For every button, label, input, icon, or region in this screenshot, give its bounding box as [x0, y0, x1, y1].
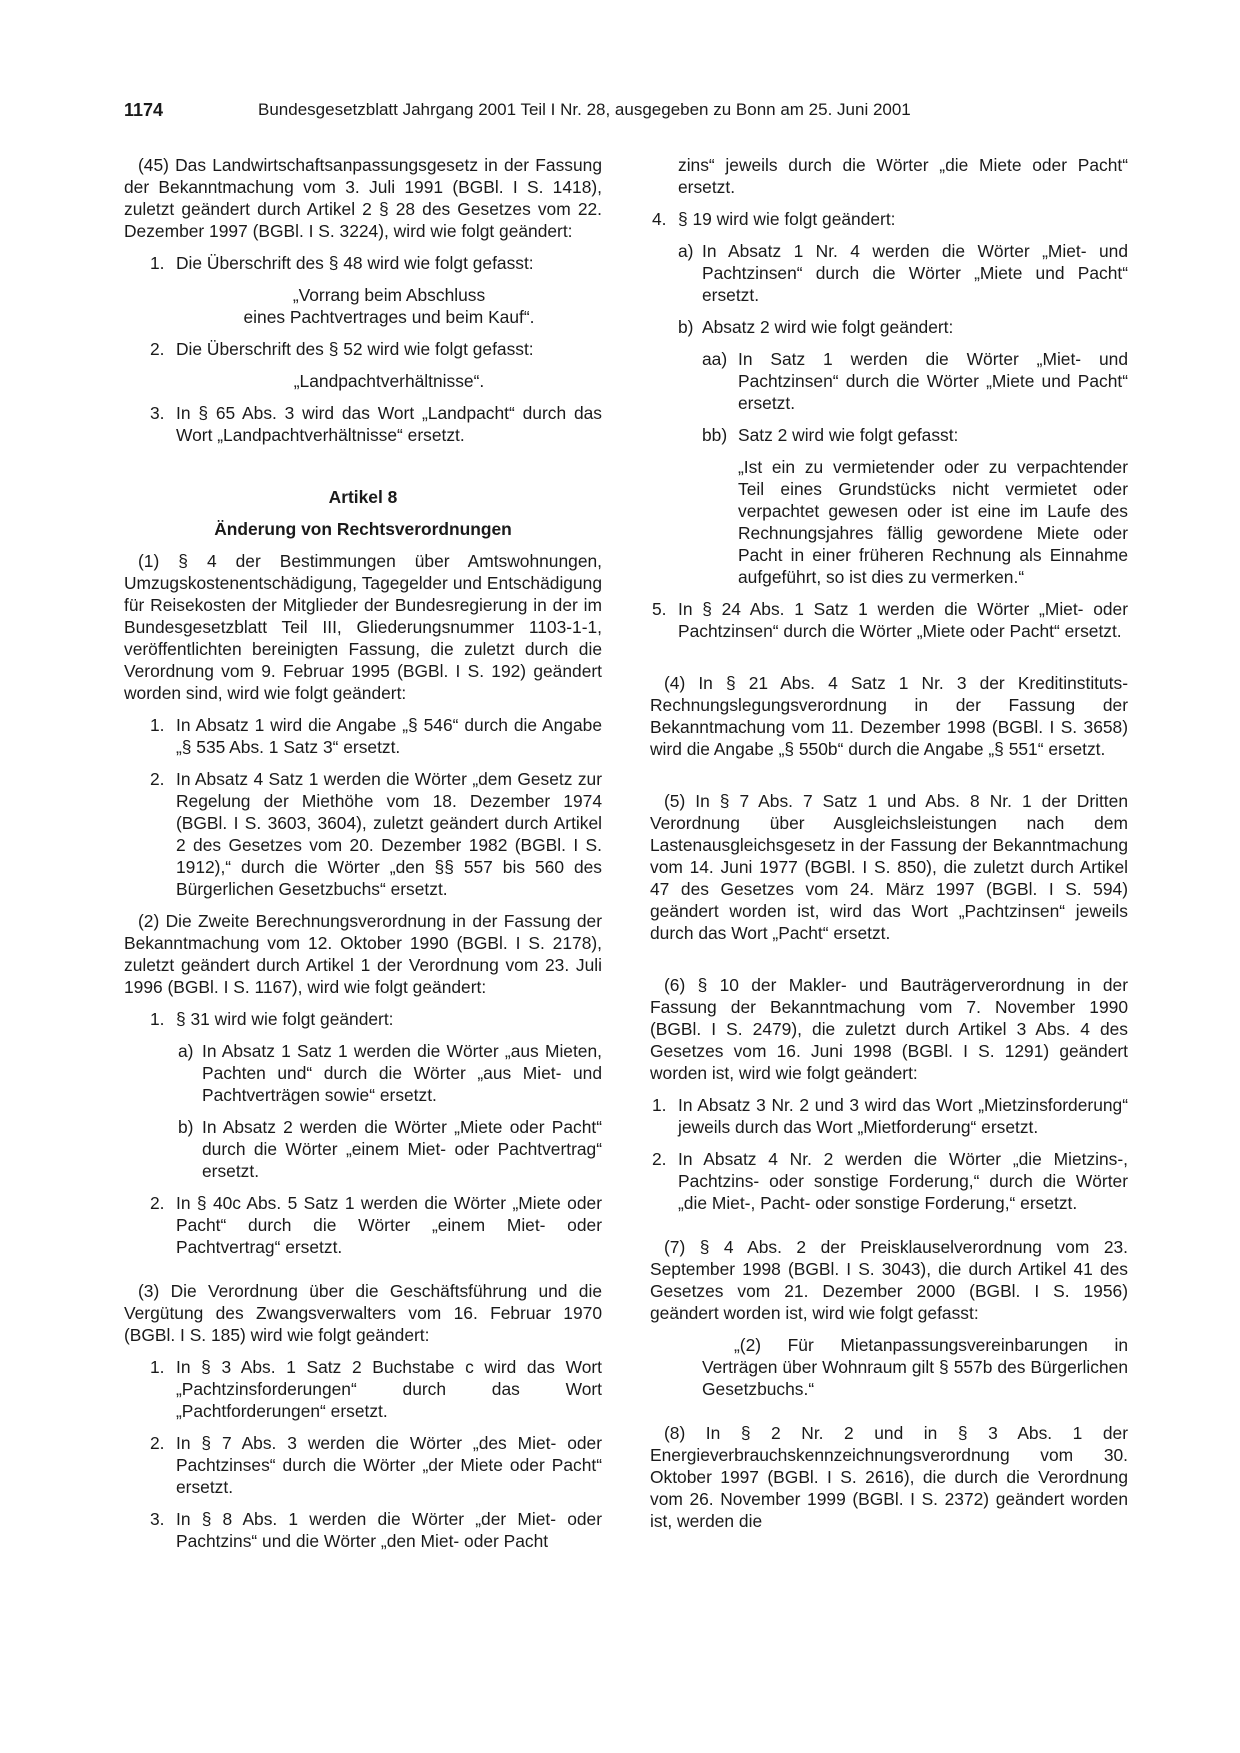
- list-label: 2.: [150, 1433, 165, 1453]
- left-column: [124, 154, 602, 1562]
- list-text: § 31 wird wie folgt geändert:: [176, 1009, 394, 1029]
- paragraph-2-intro: (2) Die Zweite Berechnungsverordnung in der Fassung der Bekanntmachung vom 12. Oktober 1990 (BGBl. I S. 2178), zuletzt geändert durch Artikel 1 der Verordnung vom 23. Juli 1996 (BGBl. I S. 1167), wird wie folgt geändert:: [124, 911, 602, 997]
- list-text: Die Überschrift des § 52 wird wie folgt gefasst:: [176, 339, 534, 359]
- paragraph-4: (4) In § 21 Abs. 4 Satz 1 Nr. 3 der Kreditinstituts-Rechnungslegungsverordnung in der Fassung der Bekanntmachung vom 11. Dezember 1998 (BGBl. I S. 3658) wird die Angabe „§ 550b“ durch die Angabe „§ 551“ ersetzt.: [650, 673, 1128, 759]
- quote-line: „Vorrang beim Abschluss: [292, 285, 486, 305]
- list-label: 3.: [150, 403, 165, 423]
- list-text: In § 7 Abs. 3 werden die Wörter „des Miet- oder Pachtzinses“ durch die Wörter „der Miete oder Pacht“ ersetzt.: [176, 1433, 602, 1497]
- list-label: aa): [702, 349, 728, 369]
- list-text: In § 8 Abs. 1 werden die Wörter „der Miet- oder Pachtzins“ und die Wörter „den Miet- oder Pacht: [176, 1509, 602, 1551]
- list-subsubitem: [650, 424, 1128, 446]
- quote-line: „Landpachtverhältnisse“.: [293, 371, 485, 391]
- running-title: Bundesgesetzblatt Jahrgang 2001 Teil I Nr. 28, ausgegeben zu Bonn am 25. Juni 2001: [258, 100, 911, 119]
- list-item: [124, 402, 602, 446]
- list-label: 1.: [150, 253, 165, 273]
- paragraph-1-intro: (1) § 4 der Bestimmungen über Amtswohnungen, Umzugskostenentschädigung, Tagegelder und Entschädigung für Reisekosten der Mitglieder der Bundesregierung in der im Bundesgesetzblatt Teil III, Gliederungsnummer 1103-1-1, veröffentlichten bereinigten Fassung, die zuletzt durch die Verordnung vom 9. Februar 1995 (BGBl. I S. 192) geändert worden sind, wird wie folgt geändert:: [124, 551, 602, 703]
- list-subsubitem: [650, 348, 1128, 414]
- list-label: 1.: [150, 1357, 165, 1377]
- list-label: 2.: [150, 1193, 165, 1213]
- list-item: [124, 1192, 602, 1258]
- article-title: Artikel 8: [328, 487, 398, 507]
- page-number: 1174: [124, 100, 164, 120]
- list-item: [124, 1356, 602, 1422]
- paragraph-7-intro: (7) § 4 Abs. 2 der Preisklauselverordnung vom 23. September 1998 (BGBl. I S. 3043), die durch Artikel 41 des Gesetzes vom 21. Dezember 2000 (BGBl. I S. 1956) geändert worden ist, wird wie folgt gefasst:: [650, 1237, 1128, 1323]
- quote-block: [176, 370, 602, 392]
- list-text: In § 24 Abs. 1 Satz 1 werden die Wörter „Miet- oder Pachtzinsen“ durch die Wörter „Miete oder Pacht“ ersetzt.: [678, 599, 1128, 641]
- list-text: Die Überschrift des § 48 wird wie folgt gefasst:: [176, 253, 534, 273]
- list-label: a): [678, 241, 694, 261]
- list-text: In Satz 1 werden die Wörter „Miet- und Pachtzinsen“ durch die Wörter „Miete und Pacht“ ersetzt.: [738, 349, 1128, 413]
- paragraph-6-intro: (6) § 10 der Makler- und Bauträgerverordnung in der Fassung der Bekanntmachung vom 7. November 1990 (BGBl. I S. 2479), die zuletzt durch Artikel 3 Abs. 4 des Gesetzes vom 16. Juni 1998 (BGBl. I S. 1291) geändert worden ist, wird wie folgt geändert:: [650, 975, 1128, 1083]
- list-label: a): [178, 1041, 194, 1061]
- quote-block: „Ist ein zu vermietender oder zu verpachtender Teil eines Grundstücks nicht vermietet oder verpachtet gewesen oder ist eine im Laufe des Rechnungsjahres fällig gewordene Miete oder Pacht in einer früheren Rechnung als Einnahme aufgeführt, so ist dies zu vermerken.“: [738, 457, 1128, 587]
- list-item-continuation: [650, 154, 1128, 198]
- quote-block: [176, 284, 602, 328]
- paragraph-45-intro: (45) Das Landwirtschaftsanpassungsgesetz in der Fassung der Bekanntmachung vom 3. Juli 1991 (BGBl. I S. 1418), zuletzt geändert durch Artikel 2 § 28 des Gesetzes vom 22. Dezember 1997 (BGBl. I S. 3224), wird wie folgt geändert:: [124, 155, 602, 241]
- list-item: [650, 208, 1128, 230]
- list-text: In Absatz 1 Satz 1 werden die Wörter „aus Mieten, Pachten und“ durch die Wörter „aus Miet- und Pachtverträgen sowie“ ersetzt.: [202, 1041, 602, 1105]
- list-item: [124, 252, 602, 274]
- list-text: § 19 wird wie folgt geändert:: [678, 209, 896, 229]
- list-label: bb): [702, 425, 728, 445]
- list-item: [124, 1432, 602, 1498]
- list-label: b): [178, 1117, 194, 1137]
- list-text: In Absatz 2 werden die Wörter „Miete oder Pacht“ durch die Wörter „einem Miet- oder Pachtvertrag“ ersetzt.: [202, 1117, 602, 1181]
- list-label: 1.: [150, 1009, 165, 1029]
- list-item: [124, 338, 602, 360]
- list-label: 4.: [652, 209, 667, 229]
- list-item: [650, 1094, 1128, 1138]
- list-item: [124, 1008, 602, 1030]
- list-text: zins“ jeweils durch die Wörter „die Miete oder Pacht“ ersetzt.: [678, 155, 1128, 197]
- list-item: [124, 1508, 602, 1552]
- list-label: 1.: [652, 1095, 667, 1115]
- paragraph-5: (5) In § 7 Abs. 7 Satz 1 und Abs. 8 Nr. 1 der Dritten Verordnung über Ausgleichsleistungen nach dem Lastenausgleichsgesetz in der Fassung der Bekanntmachung vom 14. Juni 1977 (BGBl. I S. 850), die zuletzt durch Artikel 47 des Gesetzes vom 24. März 1997 (BGBl. I S. 594) geändert worden ist, wird das Wort „Pachtzinsen“ jeweils durch das Wort „Pacht“ ersetzt.: [650, 791, 1128, 943]
- list-item: [650, 1148, 1128, 1214]
- list-subitem: [650, 240, 1128, 306]
- list-text: In Absatz 4 Satz 1 werden die Wörter „dem Gesetz zur Regelung der Miethöhe vom 18. Dezember 1974 (BGBl. I S. 3603, 3604), zuletzt geändert durch Artikel 2 des Gesetzes vom 20. Dezember 1982 (BGBl. I S. 1912),“ durch die Wörter „den §§ 557 bis 560 des Bürgerlichen Gesetzbuchs“ ersetzt.: [176, 769, 602, 899]
- list-label: 5.: [652, 599, 667, 619]
- list-text: In § 40c Abs. 5 Satz 1 werden die Wörter „Miete oder Pacht“ durch die Wörter „einem Miet- oder Pachtvertrag“ ersetzt.: [176, 1193, 602, 1257]
- list-label: 2.: [652, 1149, 667, 1169]
- list-label: 1.: [150, 715, 165, 735]
- list-label: 2.: [150, 339, 165, 359]
- list-text: In Absatz 4 Nr. 2 werden die Wörter „die Mietzins-, Pachtzins- oder sonstige Forderung,“ durch die Wörter „die Miet-, Pacht- oder sonstige Forderung,“ ersetzt.: [678, 1149, 1128, 1213]
- list-subitem: [124, 1116, 602, 1182]
- list-item: [650, 598, 1128, 642]
- list-text: Satz 2 wird wie folgt gefasst:: [738, 425, 959, 445]
- list-subitem: [124, 1040, 602, 1106]
- list-label: b): [678, 317, 694, 337]
- list-text: Absatz 2 wird wie folgt geändert:: [702, 317, 954, 337]
- paragraph-3-intro: (3) Die Verordnung über die Geschäftsführung und die Vergütung des Zwangsverwalters vom 16. Februar 1970 (BGBl. I S. 185) wird wie folgt geändert:: [124, 1281, 602, 1345]
- list-item: [124, 768, 602, 900]
- list-text: In Absatz 3 Nr. 2 und 3 wird das Wort „Mietzinsforderung“ jeweils durch das Wort „Mietforderung“ ersetzt.: [678, 1095, 1128, 1137]
- paragraph-8: (8) In § 2 Nr. 2 und in § 3 Abs. 1 der Energieverbrauchskennzeichnungsverordnung vom 30. Oktober 1997 (BGBl. I S. 2616), die durch die Verordnung vom 26. November 1999 (BGBl. I S. 2372) geändert worden ist, werden die: [650, 1423, 1128, 1531]
- list-text: In § 3 Abs. 1 Satz 2 Buchstabe c wird das Wort „Pachtzinsforderungen“ durch das Wort „Pachtforderungen“ ersetzt.: [176, 1357, 602, 1421]
- quote-block: „(2) Für Mietanpassungsvereinbarungen in Verträgen über Wohnraum gilt § 557b des Bürgerlichen Gesetzbuchs.“: [702, 1335, 1128, 1399]
- list-subitem: [650, 316, 1128, 338]
- list-item: [124, 714, 602, 758]
- list-label: 3.: [150, 1509, 165, 1529]
- quote-line: eines Pachtvertrages und beim Kauf“.: [243, 307, 535, 327]
- list-text: In Absatz 1 Nr. 4 werden die Wörter „Miet- und Pachtzinsen“ durch die Wörter „Miete und Pacht“ ersetzt.: [702, 241, 1128, 305]
- list-label: 2.: [150, 769, 165, 789]
- right-column: [650, 154, 1128, 1542]
- list-text: In § 65 Abs. 3 wird das Wort „Landpacht“ durch das Wort „Landpachtverhältnisse“ ersetzt.: [176, 403, 602, 445]
- article-subtitle: Änderung von Rechtsverordnungen: [214, 519, 512, 539]
- list-text: In Absatz 1 wird die Angabe „§ 546“ durch die Angabe „§ 535 Abs. 1 Satz 3“ ersetzt.: [176, 715, 602, 757]
